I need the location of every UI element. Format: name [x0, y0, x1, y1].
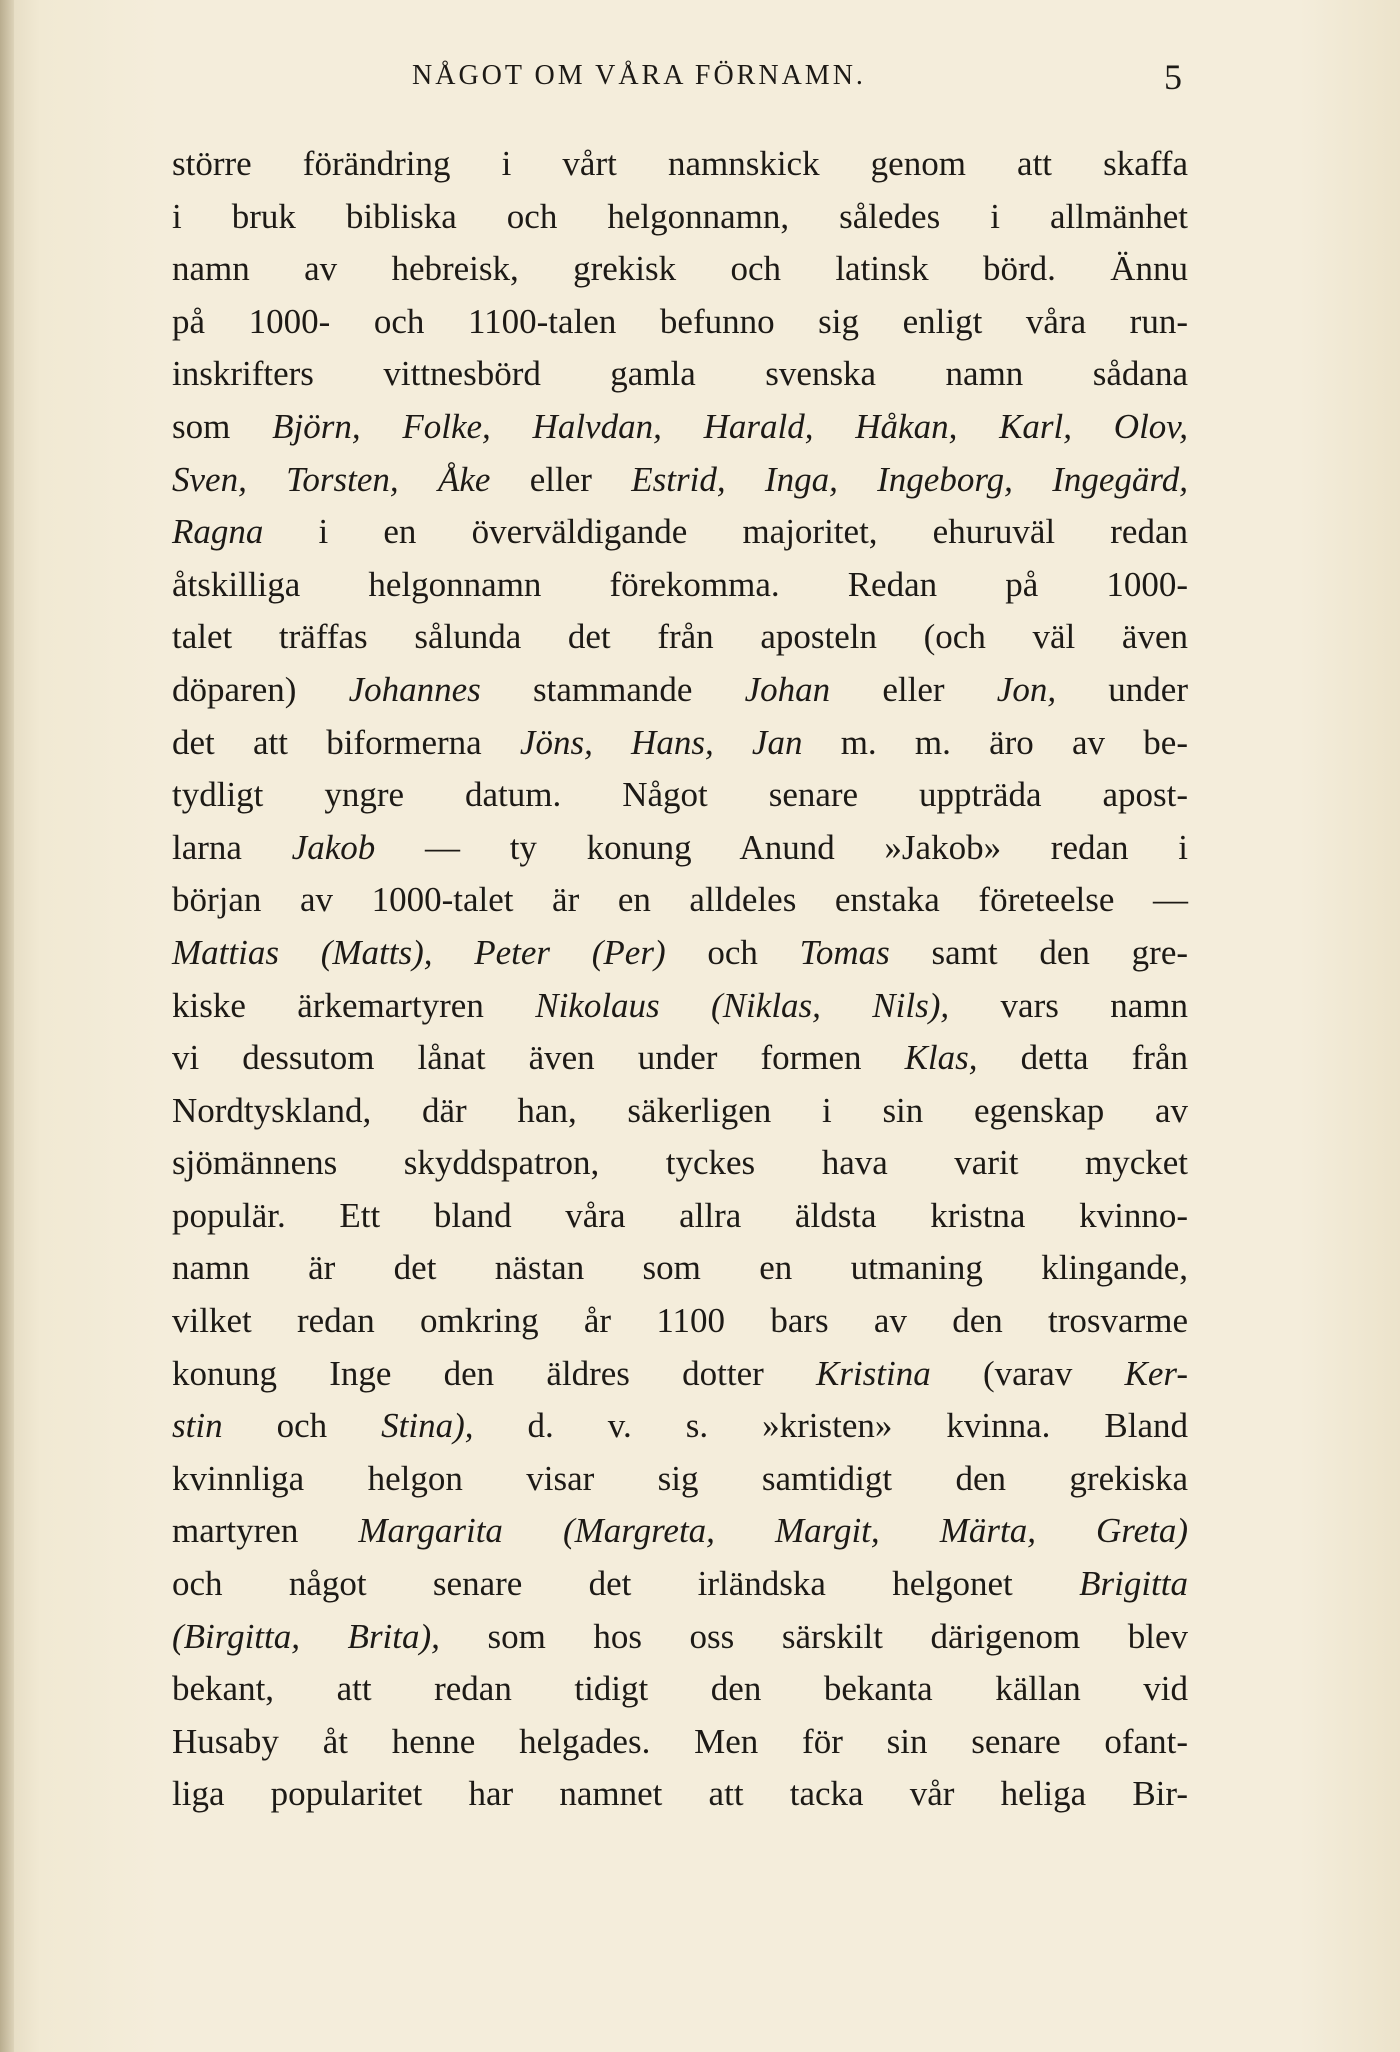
italic-name: Ker- [1124, 1353, 1188, 1393]
text-run: d. v. s. »kristen» kvinna. Bland [473, 1406, 1188, 1446]
italic-name: Nikolaus (Niklas, Nils), [535, 985, 950, 1025]
italic-name: Jöns, Hans, Jan [519, 722, 803, 762]
text-run: större förändring i vårt namnskick genom att skaffa [172, 144, 1188, 183]
text-line [172, 559, 1188, 612]
text-run: martyren [172, 1511, 359, 1551]
text-line [172, 1032, 1188, 1085]
text-run: bekant, att redan tidigt den bekanta källan vid [172, 1669, 1188, 1709]
italic-name: Björn, Folke, Halvdan, Harald, Håkan, Karl, Olov, [272, 406, 1188, 446]
italic-name: Jakob [291, 827, 376, 867]
text-line [172, 243, 1188, 296]
text-line [172, 1663, 1188, 1716]
running-head: NÅGOT OM VÅRA FÖRNAMN. [412, 60, 866, 91]
text-line [172, 769, 1188, 822]
text-run: — ty konung Anund »Jakob» redan i [375, 827, 1188, 867]
text-line [172, 927, 1188, 980]
text-line [172, 1137, 1188, 1190]
text-run: populär. Ett bland våra allra äldsta kristna kvinno- [172, 1195, 1188, 1235]
body-text [172, 138, 1188, 1821]
text-line [172, 717, 1188, 770]
page-spine-shadow [0, 0, 14, 2052]
italic-name: Klas, [904, 1038, 978, 1078]
text-line [172, 1295, 1188, 1348]
text-line [172, 348, 1188, 401]
text-line [172, 664, 1188, 717]
text-run: som [172, 406, 273, 446]
text-run: i en överväldigande majoritet, ehuruväl redan [263, 512, 1188, 552]
text-run: döparen) [172, 669, 349, 709]
text-run: tydligt yngre datum. Något senare uppträda apost- [172, 775, 1188, 815]
italic-name: Johan [744, 669, 831, 709]
italic-name: Mattias (Matts), Peter (Per) [172, 932, 666, 972]
text-run: samt den gre- [889, 932, 1189, 972]
text-run: namn är det nästan som en utmaning klingande, [172, 1248, 1188, 1288]
italic-name: Ragna [172, 512, 264, 552]
italic-name: (Birgitta, Brita), [172, 1616, 440, 1656]
text-run: m. m. äro av be- [802, 722, 1188, 762]
text-line [172, 1085, 1188, 1138]
italic-name: stin [172, 1406, 223, 1446]
text-run: vars namn [949, 985, 1188, 1025]
text-run: som hos oss särskilt därigenom blev [439, 1616, 1188, 1656]
italic-name: Estrid, Inga, Ingeborg, Ingegärd, [631, 459, 1188, 499]
italic-name: Tomas [799, 932, 890, 972]
italic-name: Margarita (Margreta, Margit, Märta, Greta) [358, 1511, 1188, 1551]
text-run: larna [172, 827, 292, 867]
text-line [172, 1716, 1188, 1769]
text-run: under [1056, 669, 1188, 709]
italic-name: Brigitta [1079, 1564, 1188, 1604]
text-line [172, 191, 1188, 244]
italic-name: Jon, [996, 669, 1057, 709]
text-run: Nordtyskland, där han, säkerligen i sin egenskap av [172, 1090, 1188, 1130]
italic-name: Stina), [381, 1406, 474, 1446]
text-run: namn av hebreisk, grekisk och latinsk börd. Ännu [172, 249, 1188, 289]
text-line [172, 1505, 1188, 1558]
text-line [172, 1242, 1188, 1295]
text-line [172, 506, 1188, 559]
text-run: konung Inge den äldres dotter [172, 1353, 816, 1393]
text-run: vi dessutom lånat även under formen [172, 1038, 905, 1078]
text-run: och något senare det irländska helgonet [172, 1564, 1080, 1604]
text-run: sjömännens skyddspatron, tyckes hava varit mycket [172, 1143, 1188, 1183]
text-run: i bruk bibliska och helgonnamn, således i allmänhet [172, 196, 1188, 236]
text-line [172, 980, 1188, 1033]
italic-name: Kristina [815, 1353, 931, 1393]
page-number: 5 [1164, 57, 1182, 97]
text-run: inskrifters vittnesbörd gamla svenska namn sådana [172, 354, 1188, 394]
text-run: och [665, 932, 800, 972]
text-line [172, 611, 1188, 664]
text-run: åtskilliga helgonnamn förekomma. Redan på 1000- [172, 564, 1188, 604]
text-run: på 1000- och 1100-talen befunno sig enligt våra run- [172, 301, 1188, 341]
text-line [172, 1400, 1188, 1453]
text-line [172, 1611, 1188, 1664]
italic-name: Johannes [348, 669, 481, 709]
text-run: kiske ärkemartyren [172, 985, 536, 1025]
text-line [172, 1558, 1188, 1611]
text-line [172, 1453, 1188, 1506]
text-run: stammande [480, 669, 745, 709]
text-run: början av 1000-talet är en alldeles enstaka företeelse — [172, 880, 1188, 920]
text-line [172, 1190, 1188, 1243]
text-run: Husaby åt henne helgades. Men för sin senare ofant- [172, 1721, 1188, 1761]
text-run: det att biformerna [172, 722, 520, 762]
text-line [172, 874, 1188, 927]
text-run: (varav [930, 1353, 1125, 1393]
italic-name: Sven, Torsten, Åke [172, 459, 491, 499]
text-run: eller [830, 669, 997, 709]
text-run: liga popularitet har namnet att tacka vår heliga Bir- [172, 1774, 1188, 1814]
text-line [172, 1348, 1188, 1401]
text-line [172, 296, 1188, 349]
text-run: och [222, 1406, 382, 1446]
text-run: talet träffas sålunda det från aposteln (och väl även [172, 617, 1188, 657]
text-line [172, 1768, 1188, 1821]
text-run: vilket redan omkring år 1100 bars av den trosvarme [172, 1301, 1188, 1341]
text-run: eller [490, 459, 632, 499]
text-line [172, 454, 1188, 507]
text-line [172, 822, 1188, 875]
text-run: detta från [977, 1038, 1188, 1078]
text-line [172, 401, 1188, 454]
text-run: kvinnliga helgon visar sig samtidigt den grekiska [172, 1458, 1188, 1498]
text-line [172, 138, 1188, 191]
